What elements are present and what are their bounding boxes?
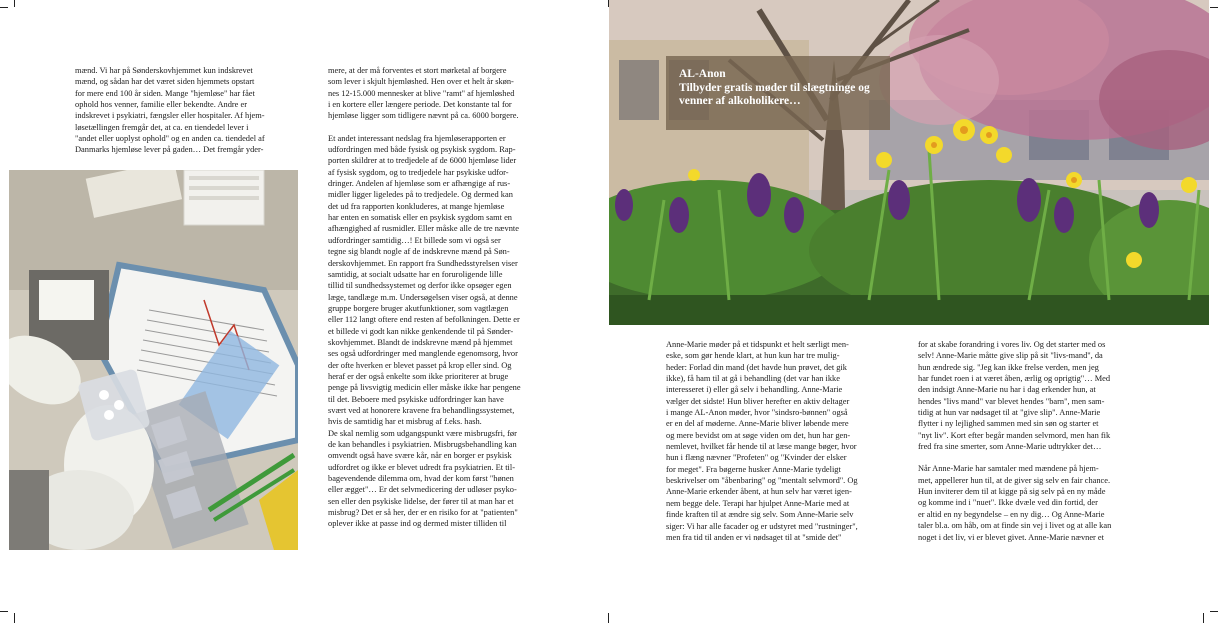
crop-mark bbox=[1210, 611, 1218, 612]
text-column-2 bbox=[328, 65, 554, 530]
paragraph: mere, at der må forventes et stort mørketal af borgere som lever i skjult hjemløshed. Hen over et helt år skøn- nes 12-15.000 mennesker at blive "ramt" af hjemløshed i en kortere eller længere periode. Det konstante tal for hjemløse ligger som tidligere nævnt på ca. 6000 borgere. bbox=[328, 66, 519, 121]
spring-flowers-photo bbox=[609, 0, 1209, 325]
paragraph: Når Anne-Marie har samtaler med mændene på hjem- met, appellerer hun til, at de giver sig selv en fair chance. Hun inviterer dem til at kigge på sig selv på en ny måde og komme ind i "nuet". Ikke dvæle ved din fortid, der er altid en ny begyndelse – en ny dig… Og Anne-Marie taler bl.a. om håb, om at finde sin vej i livet og at alle kan noget i det liv, vi er blevet givet. Anne-Marie nævner et bbox=[918, 464, 1112, 542]
crop-mark bbox=[0, 611, 8, 612]
caption-text: Tilbyder gratis møder til slægtninge og venner af alkoholikere… bbox=[679, 81, 870, 107]
pill-organizer-photo bbox=[9, 170, 298, 550]
paragraph: mænd. Vi har på Sønderskovhjemmet kun indskrevet mænd, og sådan har det været siden hjemmets opstart for mere end 100 år siden. Mange "hjemløse" har fået ophold hos venner, familie eller bekendte. Andre er indskrevet i psykiatri, fængsler eller hospitaler. Af hjem- løsetællingen fremgår det, at ca. en tiendedel lever i "andet eller uoplyst ophold" og en anden ca. tiendedel af Danmarks hjemløse lever på gaden… Det fremgår yder- bbox=[75, 66, 265, 155]
crop-mark bbox=[0, 7, 8, 8]
text-column-3 bbox=[666, 339, 892, 543]
caption-title: AL-Anon bbox=[679, 68, 726, 80]
crop-mark bbox=[1210, 7, 1218, 8]
crop-mark bbox=[1203, 613, 1204, 623]
crop-mark bbox=[608, 613, 609, 623]
text-column-4 bbox=[918, 339, 1144, 543]
paragraph: for at skabe forandring i vores liv. Og det starter med os selv! Anne-Marie måtte give slip på sit "livs-mand", da hun ændrede sig. "Jeg kan ikke frelse verden, men jeg har fundet roen i at været åben, ærlig og oprigtig"… Med den indsigt Anne-Marie nu har i dag erkender hun, at hendes "livs mand" var blevet hendes "barn", men sam- tidig at hun var nødsaget til at "give slip". Anne-Marie flytter i ny lejlighed sammen med sin søn og starter et "nyt liv". Kort efter begår manden selvmord, men han fik fred fra sine smerter, som Anne-Marie udtrykker det… bbox=[918, 340, 1111, 452]
crop-mark bbox=[14, 0, 15, 7]
paragraph: Et andet interessant nedslag fra hjemløserapporten er udfordringen med både fysisk og psykisk sygdom. Rap- porten skildrer at to tredjedele af de 6000 hjemløse lider af fysisk sygdom, og to tredjedele har psykiske udfor- dringer. Andelen af hjemløse som er afhængige af rus- midler ligger ligeledes på to tredjedele. Og dermed kan det ud fra rapporten konkluderes, at mange hjemløse har enten en somatisk eller en psykisk sygdom samt en afhængighed af rusmidler. Eller måske alle de tre nævnte udfordringer samtidig…! Et billede som vi også ser tegne sig blandt nogle af de indskrevne mænd på Søn- derskovhjemmet. En rapport fra Sundhedsstyrelsen viser samtidig, at socialt udsatte har en forurolige​nde lille tillid til sundhedssystemet og derfor ikke opsøger egen læge, tandlæge m.m. Undersøgelsen viser også, at denne gruppe borgere bruger akutfunktioner, som vagtlægen eller 112 langt oftere end resten af befolkningen. Dette er et billede vi godt kan nikke genkendende til på Sønder- skovhjemmet. Blandt de indskrevne mænd på hjemmet ses også udfordringer med manglende egenomsorg, hvor der ofte hverken er blevet passet på krop eller sind. Og heraf er der også enkelte som ikke prioriterer at bruge penge på livsvigtig medicin eller måske ikke har pengene til det. Beboere med psykiske udfordringer kan have svært ved at honorere kravene fra behandlingssystemet, hvis de samtidig har et misbrug af f.eks. hash. bbox=[328, 133, 521, 427]
text-column-1 bbox=[75, 65, 301, 167]
al-anon-caption-box bbox=[666, 56, 890, 130]
paragraph: De skal nemlig som udgangspunkt være misbrugsfri, før de kan behandles i psykiatrien. Misbrugsbehandling kan omvendt også have svære kår, når en borger er psykisk udfordret og ikke er blevet udredt fra psykiatrien. Et til- bagevendende dilemma om, hvad der kom først "hønen eller ægget"… Er det selvmedicering der udløser psyko- sen eller den psykiske lidelse, der fører til at man har et misbrug? Det er så her, der er en risiko for at "patienten" oplever ikke at passe ind og dermed mister tilliden til bbox=[328, 428, 518, 529]
crop-mark bbox=[14, 613, 15, 623]
paragraph: Anne-Marie møder på et tidspunkt et helt særligt men- eske, som gør hende klart, at hun kun har tre mulig- heder: Forlad din mand (det havde hun prøvet, det gik ikke), få ham til at gå i behandling (det var han ikke interesseret i) eller gå selv i behandling. Anne-Marie vælger det sidste! Hun bliver herefter en aktiv deltager i mange AL-Anon møder, hvor "sindsro-bønnen" også er en del af møderne. Anne-Marie bliver løbende mere og mere bevidst om at søge viden om det, hun har gen- nemlevet, hvilket får hende til at læse mange bøger, hvor hun i flæng nævner "Profeten" og "Kvinder der elsker for meget". Fra bøgerne husker Anne-Marie tydeligt beskrivelser om "åbenbaring" og "mentalt selvmord". Og Anne-Marie erkender åbent, at hun selv har været igen- nem begge dele. Terapi har hjulpet Anne-Marie med at finde kraften til at ændre sig selv. Som Anne-Marie selv siger: Vi har alle facader og er udstyret med "rustninger", men fra tid til anden er vi nødsaget til at "smide det" bbox=[666, 340, 858, 542]
